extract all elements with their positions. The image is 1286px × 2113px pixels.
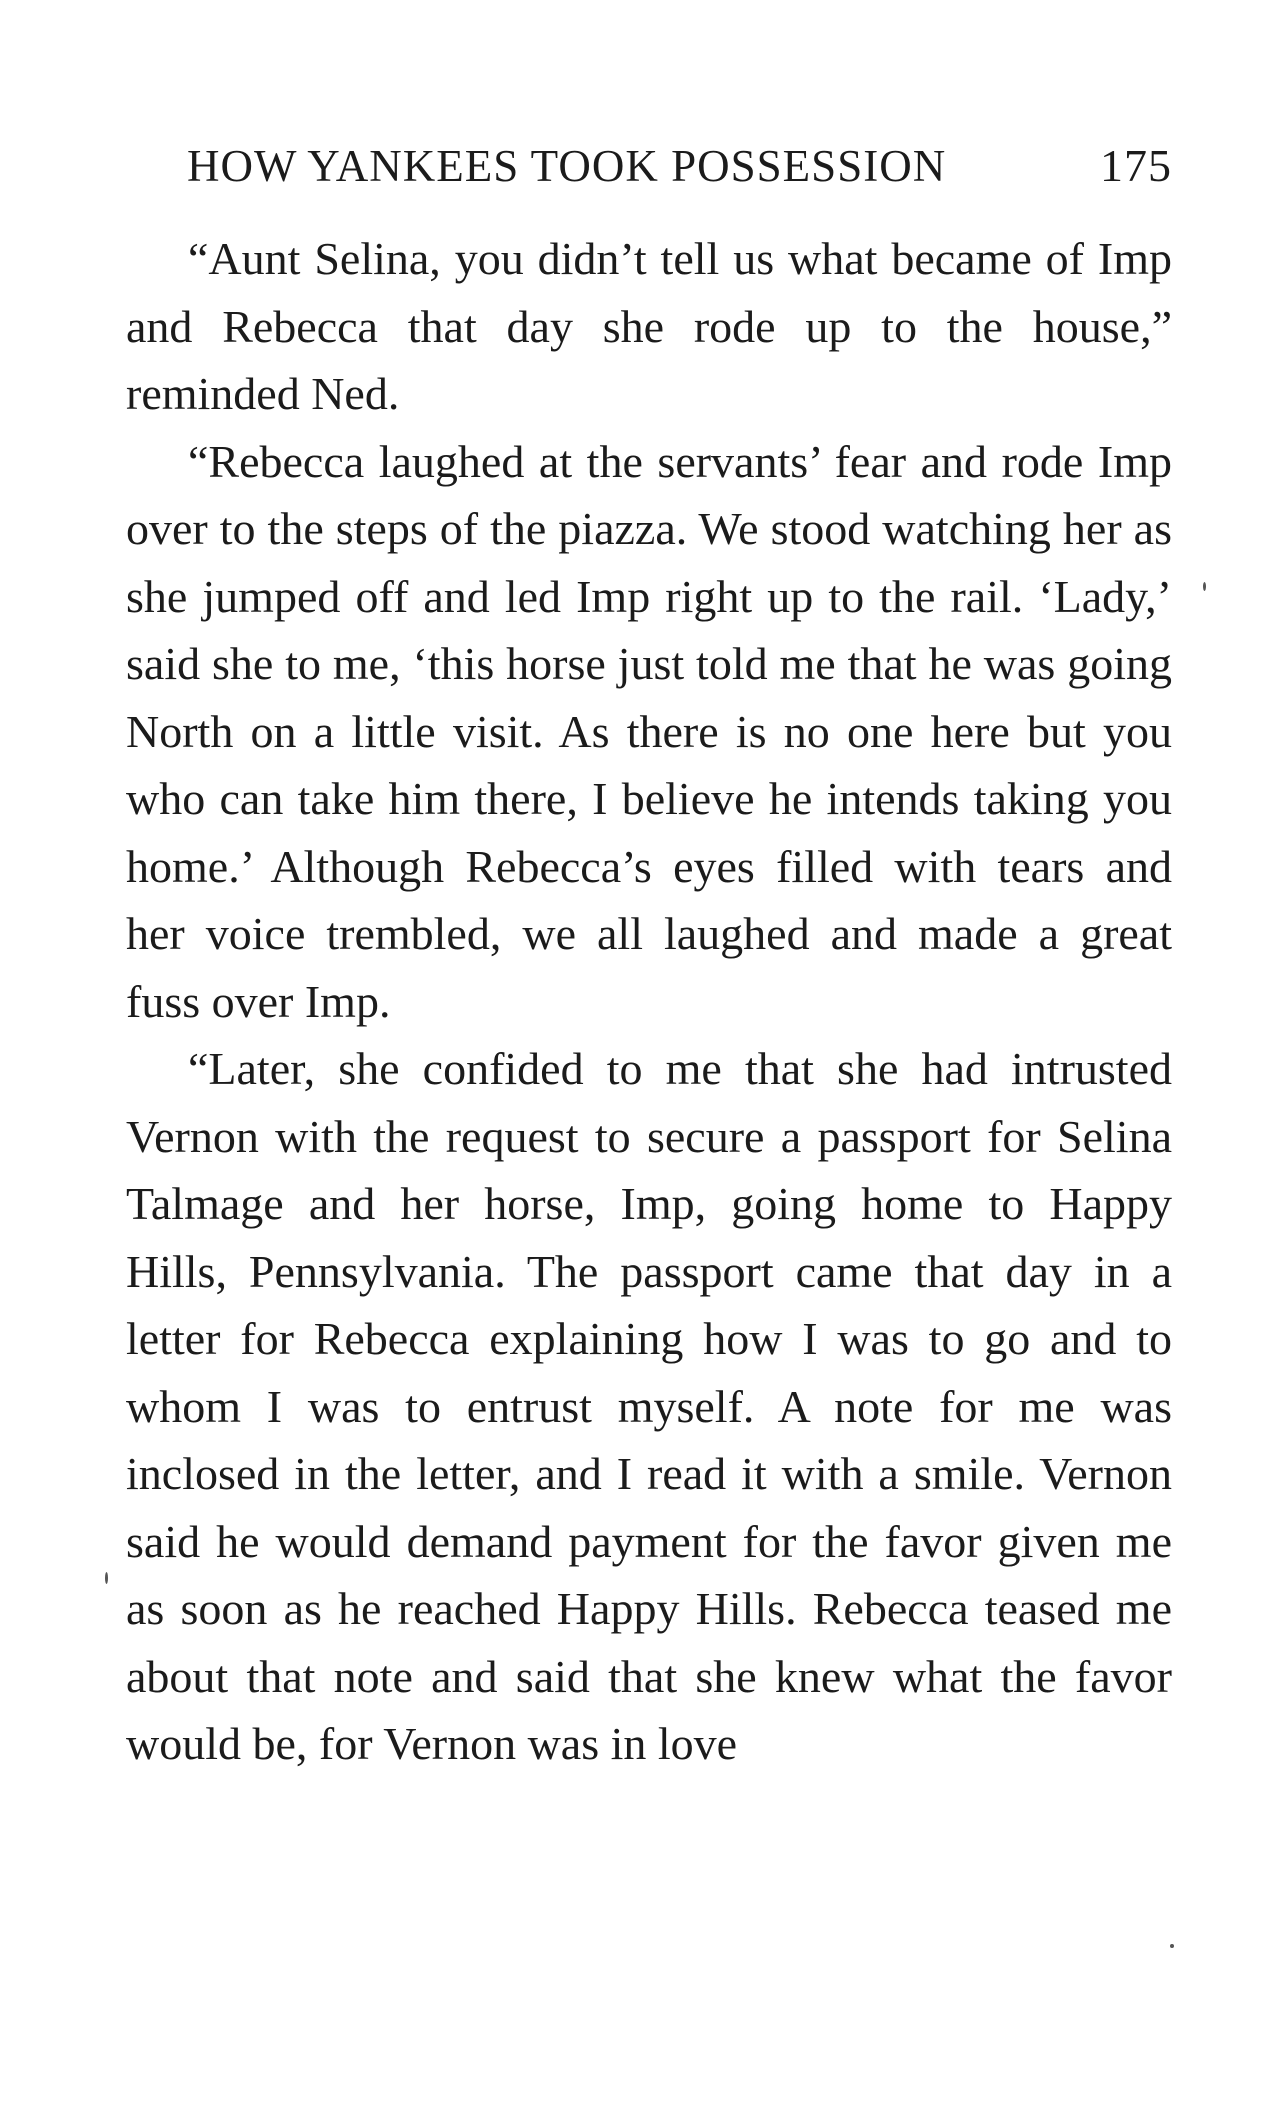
scan-speck [1203, 582, 1206, 591]
scan-speck [1170, 1944, 1174, 1948]
page-number: 175 [1100, 140, 1172, 191]
body-text [126, 225, 1172, 1778]
paragraph: “Aunt Selina, you didn’t tell us what became of Imp and Rebecca that day she rode up to the house,” reminded Ned. [126, 233, 1172, 419]
running-title: HOW YANKEES TOOK POSSESSION [187, 141, 947, 191]
page-header [187, 138, 1177, 194]
paragraph: “Rebecca laughed at the servants’ fear and rode Imp over to the steps of the piazza. We stood watching her as she jumped off and led Imp right up to the rail. ‘Lady,’ said she to me, ‘this horse just told me that he was going North on a little visit. As there is no one here but you who can take him there, I believe he intends taking you home.’ Although Rebecca’s eyes filled with tears and her voice trembled, we all laughed and made a great fuss over Imp. [126, 435, 1172, 1027]
paragraph: “Later, she confided to me that she had intrusted Vernon with the request to secure a passport for Selina Talmage and her horse, Imp, going home to Happy Hills, Pennsylvania. The passport came that day in a letter for Rebecca explaining how I was to go and to whom I was to entrust myself. A note for me was inclosed in the letter, and I read it with a smile. Vernon said he would demand payment for the favor given me as soon as he reached Happy Hills. Rebecca teased me about that note and said that she knew what the favor would be, for Vernon was in love [126, 1043, 1172, 1769]
scan-speck [105, 1572, 108, 1584]
